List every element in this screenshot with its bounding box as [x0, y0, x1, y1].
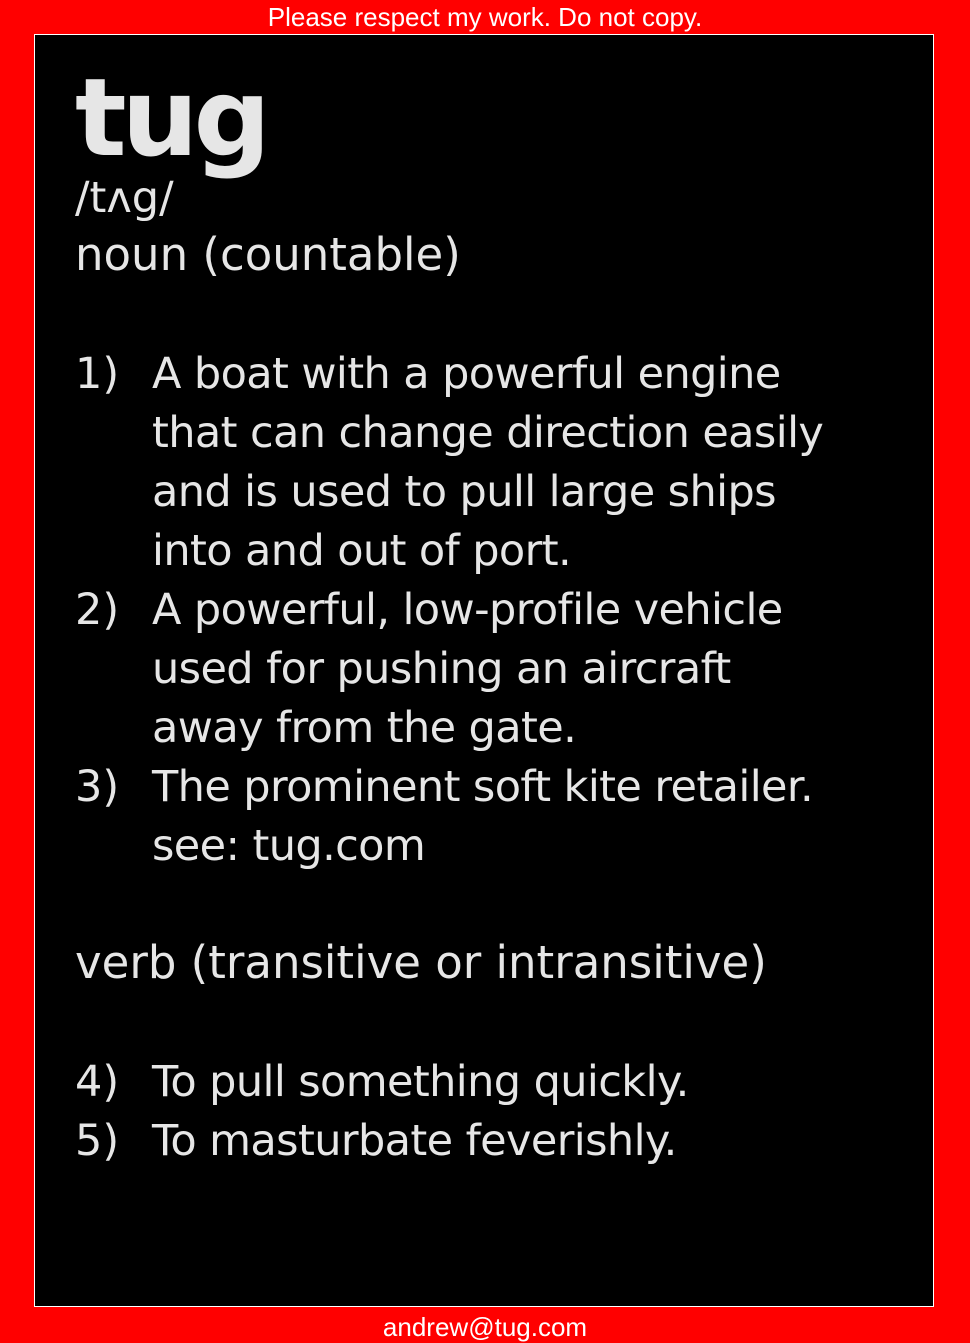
definition-number: 3): [75, 762, 120, 812]
verb-definitions: [75, 1053, 905, 1171]
contact-email: andrew@tug.com: [382, 1312, 588, 1342]
definition-line: A powerful, low-profile vehicle: [152, 585, 783, 635]
definition-line: and is used to pull large ships: [152, 467, 776, 517]
definition-line: The prominent soft kite retailer.: [152, 762, 814, 812]
definition-line: into and out of port.: [152, 526, 572, 576]
pronunciation: /tʌg/: [75, 173, 174, 223]
definition-item: [75, 345, 905, 581]
definition-line: see: tug.com: [152, 821, 426, 871]
definition-number: 1): [75, 349, 120, 399]
definition-item: [75, 581, 905, 758]
definition-number: 2): [75, 585, 120, 635]
definition-number: 5): [75, 1116, 120, 1166]
definition-item: [75, 1053, 905, 1112]
copyright-notice: Please respect my work. Do not copy.: [267, 2, 703, 32]
definition-item: [75, 1112, 905, 1171]
definition-line: To masturbate feverishly.: [152, 1116, 677, 1166]
definition-item: [75, 758, 905, 876]
definition-card: [34, 34, 934, 1307]
definition-line: away from the gate.: [152, 703, 577, 753]
part-of-speech-noun: noun (countable): [75, 228, 461, 281]
definition-number: 4): [75, 1057, 120, 1107]
headword: tug: [75, 56, 266, 181]
definition-line: that can change direction easily: [152, 408, 824, 458]
definition-line: A boat with a powerful engine: [152, 349, 781, 399]
noun-definitions: [75, 345, 905, 876]
definition-line: To pull something quickly.: [152, 1057, 689, 1107]
definition-line: used for pushing an aircraft: [152, 644, 731, 694]
part-of-speech-verb: verb (transitive or intransitive): [75, 936, 767, 989]
